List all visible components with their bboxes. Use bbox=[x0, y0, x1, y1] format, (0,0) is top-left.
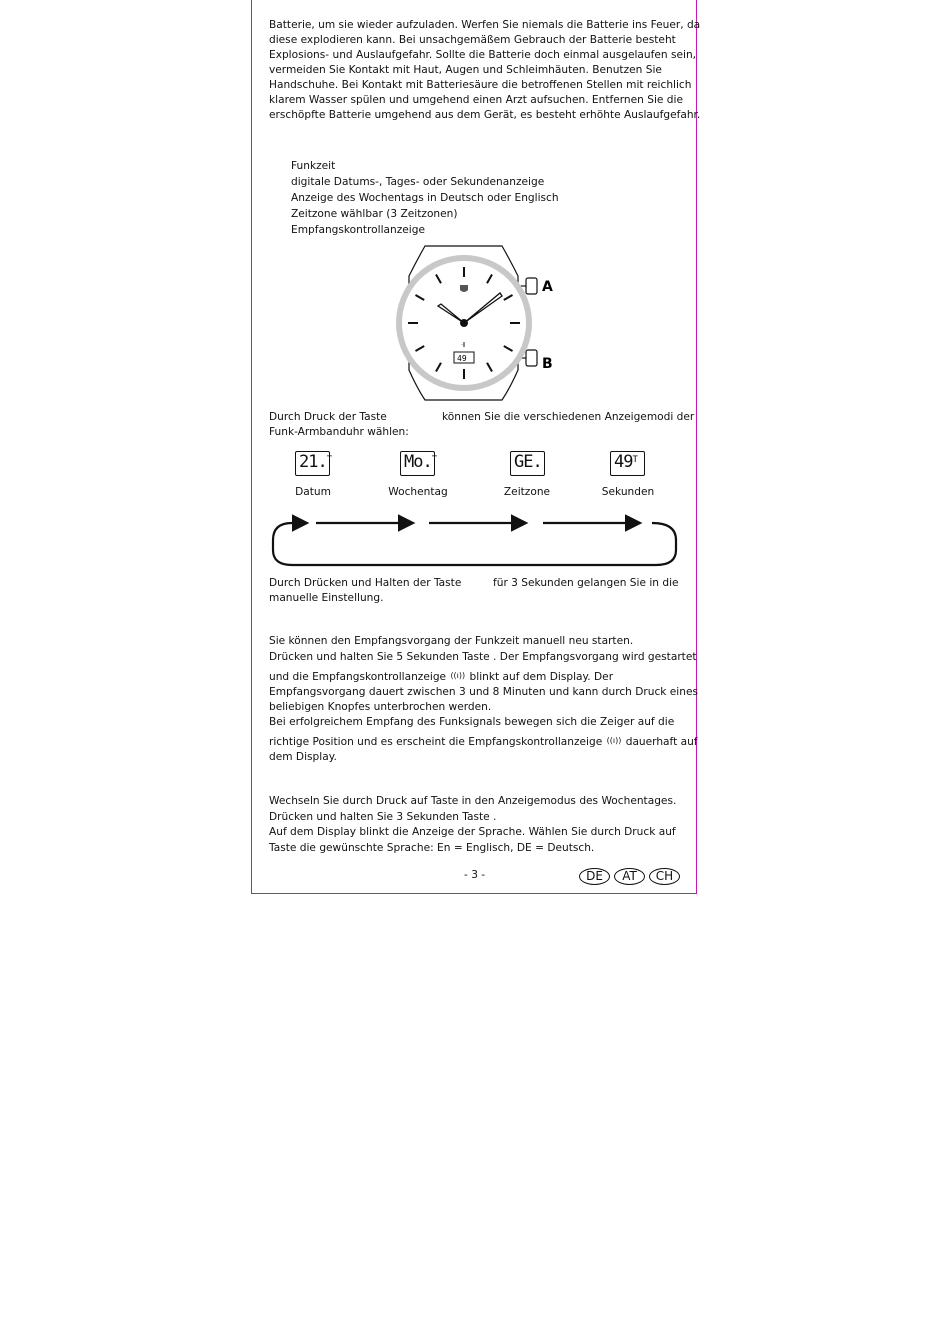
manual-text-part2: für 3 Sekunden gelangen Sie in die bbox=[493, 577, 679, 589]
mode-label-timezone: Zeitzone bbox=[503, 486, 551, 498]
manual-text-line2: manuelle Einstellung. bbox=[269, 592, 384, 604]
intro-line: Handschuhe. Bei Kontakt mit Batteriesäure die betroffenen Stellen mit reichlich bbox=[269, 79, 692, 91]
crown-button-b-icon bbox=[526, 350, 537, 366]
mode-cycle-diagram bbox=[268, 512, 682, 572]
mode-display-timezone: GE. bbox=[510, 451, 545, 476]
manual-text-part1: Durch Drücken und Halten der Taste bbox=[269, 577, 462, 589]
intro-line: diese explodieren kann. Bei unsachgemäßem Gebrauch der Batterie besteht bbox=[269, 34, 676, 46]
intro-line: Batterie, um sie wieder aufzuladen. Werfen Sie niemals die Batterie ins Feuer, da bbox=[269, 19, 701, 31]
intro-line: erschöpfte Batterie umgehend aus dem Gerät, es besteht erhöhte Auslaufgefahr. bbox=[269, 109, 701, 121]
mode-text-part1: Durch Druck der Taste bbox=[269, 411, 387, 423]
button-b-label: B bbox=[542, 356, 553, 372]
button-a-label: A bbox=[542, 279, 553, 295]
hand-pivot bbox=[460, 319, 468, 327]
mode-label-weekday: Wochentag bbox=[388, 486, 448, 498]
crown-button-a-icon bbox=[526, 278, 537, 294]
reception-line: und die Empfangskontrollanzeige ((ı)) blinkt auf dem Display. Der bbox=[269, 671, 614, 683]
intro-line: Explosions- und Auslaufgefahr. Sollte die Batterie doch einmal ausgelaufen sein, bbox=[269, 49, 697, 61]
reception-line: Sie können den Empfangsvorgang der Funkzeit manuell neu starten. bbox=[269, 635, 634, 647]
reception-line: Bei erfolgreichem Empfang des Funksignals bewegen sich die Zeiger auf die bbox=[269, 716, 675, 728]
weekday-line: Auf dem Display blinkt die Anzeige der Sprache. Wählen Sie durch Druck auf bbox=[269, 826, 676, 838]
intro-line: klarem Wasser spülen und umgehend einen Arzt aufsuchen. Entfernen Sie die bbox=[269, 94, 683, 106]
mode-display-seconds: $49^T$ bbox=[610, 451, 645, 476]
mode-label-seconds: Sekunden bbox=[601, 486, 655, 498]
reception-antenna-icon: ((ı)) bbox=[450, 671, 466, 680]
mode-display-weekday: Mo.$^T$ bbox=[400, 451, 435, 476]
reception-line: richtige Position und es erscheint die Empfangskontrollanzeige ((ı)) dauerhaft auf bbox=[269, 736, 698, 748]
country-badge-de: DE bbox=[579, 868, 610, 885]
reception-line: dem Display. bbox=[269, 751, 337, 763]
mode-text-part2: können Sie die verschiedenen Anzeigemodi der bbox=[442, 411, 695, 423]
feature-item: Zeitzone wählbar (3 Zeitzonen) bbox=[291, 208, 458, 220]
loop-arrow-icon bbox=[273, 523, 676, 565]
page-number: - 3 - bbox=[464, 869, 486, 881]
country-badge-at: AT bbox=[614, 868, 645, 885]
weekday-line: Wechseln Sie durch Druck auf Taste in den Anzeigemodus des Wochentages. bbox=[269, 795, 677, 807]
country-badge-ch: CH bbox=[649, 868, 680, 885]
reception-antenna-icon: ((ı)) bbox=[606, 736, 622, 745]
weekday-line: Taste die gewünschte Sprache: En = Englisch, DE = Deutsch. bbox=[269, 842, 595, 854]
intro-line: vermeiden Sie Kontakt mit Haut, Augen und Schleimhäuten. Benutzen Sie bbox=[269, 64, 662, 76]
mode-label-date: Datum bbox=[295, 486, 331, 498]
mode-text-line2: Funk-Armbanduhr wählen: bbox=[269, 426, 409, 438]
feature-item: digitale Datums-, Tages- oder Sekundenanzeige bbox=[291, 176, 545, 188]
watch-display-text: 49 bbox=[457, 354, 467, 363]
feature-item: Anzeige des Wochentags in Deutsch oder Englisch bbox=[291, 192, 559, 204]
weekday-line: Drücken und halten Sie 3 Sekunden Taste . bbox=[269, 811, 497, 823]
reception-line: beliebigen Knopfes unterbrochen werden. bbox=[269, 701, 492, 713]
antenna-icon: ᐧ bbox=[461, 341, 463, 349]
reception-line: Drücken und halten Sie 5 Sekunden Taste . Der Empfangsvorgang wird gestartet bbox=[269, 651, 697, 663]
feature-list bbox=[291, 158, 559, 238]
mode-display-date: 21.$^T$ bbox=[295, 451, 330, 476]
feature-item: Empfangskontrollanzeige bbox=[291, 224, 425, 236]
feature-item: Funkzeit bbox=[291, 160, 336, 172]
reception-line: Empfangsvorgang dauert zwischen 3 und 8 Minuten und kann durch Druck eines bbox=[269, 686, 698, 698]
watch-illustration bbox=[380, 240, 570, 406]
brand-logo-icon bbox=[460, 285, 468, 292]
